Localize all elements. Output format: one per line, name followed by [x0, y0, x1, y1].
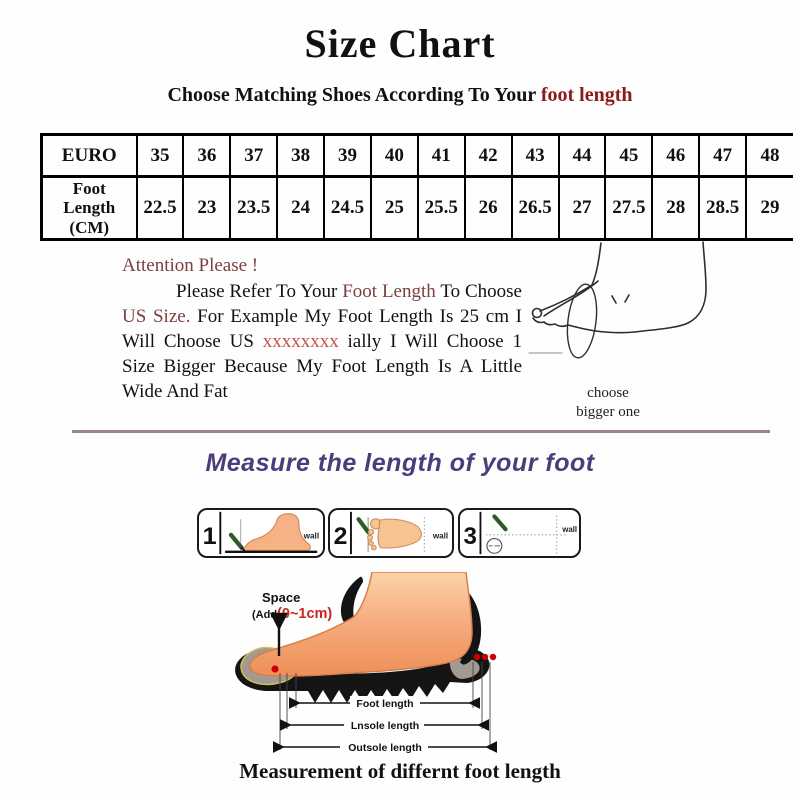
foot-side-view — [244, 514, 311, 551]
subtitle-prefix: Choose Matching Shoes According To Your — [167, 84, 541, 106]
attention-text: ially I Will Choose 1 Size Bigger Because My Foot Length Is A Little Wide And Fat — [122, 331, 523, 402]
page-title: Size Chart — [304, 21, 496, 66]
subtitle-highlight: foot length — [540, 84, 633, 106]
euro-size-cell: 42 — [465, 135, 512, 177]
step-number: 1 — [202, 523, 217, 550]
euro-size-cell: 40 — [371, 135, 418, 177]
euro-size-cell: 38 — [277, 135, 324, 177]
euro-size-cell: 43 — [512, 135, 559, 177]
foot-length-cell: 27 — [559, 177, 606, 240]
pen-icon — [359, 519, 369, 532]
foot-sketch-illustration — [528, 239, 723, 365]
measure-step-1-panel — [197, 508, 325, 558]
measure-step-2-panel — [328, 508, 454, 558]
attention-text: Please Refer To Your — [176, 281, 343, 302]
insole-length-label: Lnsole length — [350, 720, 420, 732]
step-2-diagram — [330, 510, 452, 556]
toe-marker-dot — [271, 665, 278, 672]
wall-label: wall — [432, 531, 449, 541]
attention-heading: Attention Please ! — [122, 255, 259, 276]
euro-size-cell: 37 — [230, 135, 277, 177]
foot-length-cell: 25 — [371, 177, 418, 240]
wall-label: wall — [303, 531, 320, 541]
euro-size-cell: 44 — [559, 135, 606, 177]
size-chart-table — [40, 133, 793, 241]
foot-length-row-label: Foot Length (CM) — [42, 177, 137, 240]
foot-length-cell: 26.5 — [512, 177, 559, 240]
euro-size-cell: 45 — [605, 135, 652, 177]
foot-length-cell: 24 — [277, 177, 324, 240]
sketch-caption-line1: choose — [587, 385, 629, 401]
pen-icon — [231, 535, 242, 548]
euro-size-cell: 36 — [183, 135, 230, 177]
wall-label: wall — [562, 525, 578, 535]
foot-top-view — [368, 519, 422, 550]
step-3-diagram — [460, 510, 579, 556]
attention-text: For Example My Foot Length Is 25 cm I Will Choose US — [122, 306, 522, 352]
foot-length-label: Foot length — [356, 698, 414, 710]
section-divider — [72, 430, 770, 433]
foot-length-cell: 23 — [183, 177, 230, 240]
euro-size-cell: 46 — [652, 135, 699, 177]
space-add-label: (Add(0~1cm) — [252, 606, 333, 622]
foot-length-cell: 29 — [746, 177, 793, 240]
euro-size-cell: 39 — [324, 135, 371, 177]
sketch-caption — [543, 384, 673, 422]
foot-length-cell: 23.5 — [230, 177, 277, 240]
euro-row-label: EURO — [42, 135, 137, 177]
euro-size-cell: 41 — [418, 135, 465, 177]
step-number: 2 — [333, 523, 348, 550]
heel-marker-dot — [482, 654, 488, 660]
step-number: 3 — [463, 523, 477, 551]
foot-shape — [250, 572, 472, 676]
euro-size-cell: 35 — [137, 135, 184, 177]
table-row-foot-length — [42, 177, 794, 240]
measure-heading: Measure the length of your foot — [205, 449, 595, 477]
bottom-caption: Measurement of differnt foot length — [239, 759, 561, 783]
foot-length-cell: 24.5 — [324, 177, 371, 240]
pen-icon — [494, 516, 505, 529]
euro-size-cell: 48 — [746, 135, 793, 177]
foot-length-cell: 28 — [652, 177, 699, 240]
attention-paragraph — [122, 279, 522, 404]
space-label: Space — [262, 590, 301, 605]
measure-note-circle — [487, 539, 502, 554]
euro-size-cell: 47 — [699, 135, 746, 177]
attention-block — [122, 253, 522, 404]
foot-length-cell: 27.5 — [605, 177, 652, 240]
attention-text-foot-length: Foot Length — [342, 281, 436, 302]
heel-marker-dot — [474, 654, 480, 660]
foot-length-cell: 28.5 — [699, 177, 746, 240]
step-1-diagram — [199, 510, 323, 556]
foot-length-cell: 25.5 — [418, 177, 465, 240]
attention-text: To Choose — [435, 281, 522, 302]
heel-marker-dot — [490, 654, 496, 660]
table-row-euro — [42, 135, 794, 177]
attention-text-us-size: US Size. — [122, 306, 191, 327]
foot-length-cell: 26 — [465, 177, 512, 240]
outsole-length-label: Outsole length — [348, 742, 422, 754]
attention-text-redacted-x: xxxxxxxx — [262, 331, 339, 352]
foot-length-cell: 22.5 — [137, 177, 184, 240]
subtitle — [0, 84, 800, 107]
foot-measurement-diagram — [222, 572, 594, 764]
sketch-caption-line2: bigger one — [576, 404, 640, 420]
measure-step-3-panel — [458, 508, 581, 558]
